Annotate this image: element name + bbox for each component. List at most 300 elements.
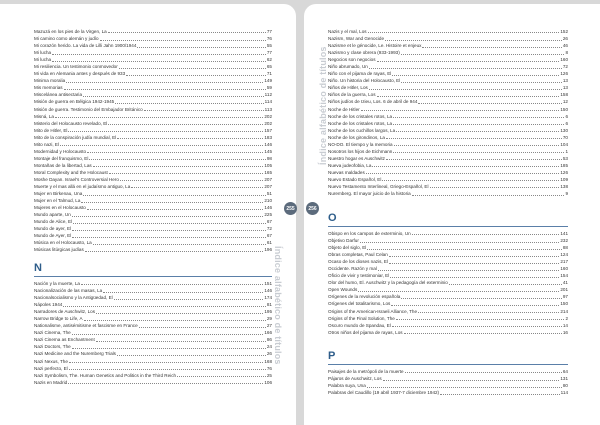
index-entry	[34, 155, 272, 162]
entry-title: Mundo aparte, Un	[34, 212, 71, 218]
index-entry	[34, 379, 272, 386]
dot-leader	[131, 187, 263, 188]
entry-title: Nápoles 1944	[34, 302, 63, 308]
dot-leader	[93, 166, 264, 167]
dot-leader	[369, 68, 562, 69]
entry-page: 41	[562, 280, 568, 286]
index-entry	[34, 218, 272, 225]
dot-leader	[404, 333, 562, 334]
index-entry	[34, 336, 272, 343]
entry-page: 150	[560, 106, 568, 112]
entry-title: Niños de Hitler, Los	[328, 85, 368, 91]
index-entry	[328, 230, 568, 237]
index-entry	[328, 279, 568, 286]
dot-leader	[73, 223, 266, 224]
entry-title: Narradores de Auschwitz, Los	[34, 309, 96, 315]
entry-title: Nazi Doctors, The	[34, 344, 71, 350]
index-entry	[328, 134, 568, 141]
dot-leader	[66, 82, 263, 83]
index-entry	[328, 141, 568, 148]
dot-leader	[449, 284, 562, 285]
entry-page: 141	[560, 231, 568, 236]
running-title-left: Índice alfabético de títulos	[273, 246, 283, 365]
index-entry	[328, 56, 568, 63]
entry-title: Open Wounds	[328, 287, 358, 293]
dot-leader	[401, 82, 562, 83]
section-letter-n: N	[34, 262, 42, 274]
page-number-right: 256	[306, 202, 319, 215]
entry-page: 232	[560, 238, 568, 244]
entry-title: Palabra suya, Una	[328, 383, 366, 389]
entry-title: Nazismo y clase obrera (933-1993)	[328, 50, 400, 56]
index-entry	[328, 300, 568, 307]
entry-title: Música en el Holocausto, La	[34, 240, 92, 246]
entry-page: 51	[266, 191, 272, 197]
right-page	[304, 4, 600, 425]
entry-title: Otros niños del pijama de rayas, Los	[328, 329, 403, 335]
dot-leader	[81, 202, 263, 203]
dot-leader	[85, 251, 264, 252]
dot-leader	[368, 32, 560, 33]
entry-page: 81	[266, 302, 272, 308]
index-entry	[328, 315, 568, 322]
index-entry	[34, 84, 272, 91]
entry-title: Obras completas, Paul Celan	[328, 252, 388, 258]
entry-page: 88	[562, 245, 568, 251]
entry-page: 2	[565, 315, 568, 321]
entry-title: Mundo de ayer, El	[34, 226, 72, 232]
entry-page: 157	[264, 127, 272, 133]
index-entry	[328, 308, 568, 315]
dot-leader	[386, 138, 562, 139]
running-title-right: Índice alfabético de títulos	[318, 46, 328, 165]
entry-page: 207	[264, 176, 272, 182]
entry-title: Nuestro hogar es Auschwitz	[328, 155, 385, 161]
dot-leader	[83, 96, 264, 97]
dot-leader	[393, 117, 564, 118]
index-entry	[328, 98, 568, 105]
dot-leader	[393, 152, 564, 153]
entry-page: 8	[565, 50, 568, 56]
entry-page: 151	[264, 281, 272, 286]
index-entry	[328, 286, 568, 293]
index-entry	[34, 329, 272, 336]
entry-title: Mi vida en Alemania antes y después de 933	[34, 71, 126, 77]
dot-leader	[405, 372, 562, 373]
entry-page: 26	[562, 36, 568, 42]
index-entry	[34, 322, 272, 329]
index-entry	[328, 329, 568, 336]
index-entry	[34, 190, 272, 197]
entry-page: 27	[266, 323, 272, 329]
entry-page: 77	[266, 29, 272, 34]
index-entry	[328, 127, 568, 134]
index-entry	[328, 148, 568, 155]
entry-page: 29	[266, 316, 272, 322]
entry-title: Noche de los girondinos, La	[328, 134, 385, 140]
entry-title: Mito nazi, El	[34, 141, 60, 147]
dot-leader	[360, 242, 559, 243]
dot-leader	[87, 152, 263, 153]
dot-leader	[87, 209, 263, 210]
entry-title: Narrow Bridge to Life, A	[34, 316, 83, 322]
index-entry	[328, 176, 568, 183]
entry-page: 214	[560, 308, 568, 314]
entry-title: Nationalisme, antisémitisme et fascisme en France	[34, 323, 138, 329]
entry-title: Niños de la guerra, Los	[328, 92, 376, 98]
dot-leader	[72, 334, 264, 335]
dot-leader	[377, 96, 560, 97]
entry-page: 113	[264, 106, 272, 112]
dot-leader	[83, 195, 266, 196]
dot-leader	[52, 54, 266, 55]
entry-page: 67	[266, 219, 272, 225]
entry-title: Montaje del franquismo, El	[34, 155, 89, 161]
entry-page: 183	[264, 134, 272, 140]
entry-title: Noche de los cristales rotos, La	[328, 113, 393, 119]
entry-title: Nazism, War and Genocide	[328, 36, 384, 42]
index-entry	[328, 42, 568, 49]
index-entry	[34, 148, 272, 155]
entry-page: 72	[266, 226, 272, 232]
entry-title: Montañas de la libertad, Las	[34, 162, 92, 168]
entry-title: Niño abrumado, Un	[328, 64, 368, 70]
dot-leader	[418, 103, 561, 104]
index-entry	[328, 169, 568, 176]
entry-title: Paisajes de la metrópoli de la muerte	[328, 369, 404, 374]
dot-leader	[367, 249, 562, 250]
dot-leader	[412, 195, 565, 196]
index-entry	[34, 35, 272, 42]
index-entry	[34, 162, 272, 169]
entry-page: 207	[264, 184, 272, 190]
index-entry	[34, 134, 272, 141]
entry-title: NO-DO. El tiempo y la memoria	[328, 141, 393, 147]
dot-leader	[117, 138, 263, 139]
index-entry	[34, 246, 272, 253]
entry-page: 106	[264, 379, 272, 385]
entry-title: Niño con el pijama de rayas, El	[328, 71, 392, 77]
entry-title: Oscuro mundo de Spandau, El	[328, 322, 391, 328]
dot-leader	[396, 131, 559, 132]
entry-title: Nuremberg. El mayor juicio de la historia	[328, 191, 411, 197]
entry-title: Olor del humo, El. Auschwitz y la pedagogía del exterminio	[328, 280, 448, 286]
entry-page: 72	[562, 64, 568, 70]
entry-page: 152	[560, 29, 568, 34]
entry-title: Muerte y el mas allá en el judaísmo antiguo, La	[34, 184, 131, 190]
index-entry	[34, 49, 272, 56]
entry-title: Mi corazón herido. La vida de Lilli Jahn 1900/1944	[34, 43, 137, 49]
index-entry	[34, 70, 272, 77]
entry-title: Moral Complexity and the Holocaust	[34, 169, 108, 175]
entry-title: Mi camino como alemán y judío	[34, 36, 99, 42]
entry-title: Moshe Dayan. Israel's Controversial Hero	[34, 176, 119, 182]
entry-page: 131	[560, 376, 568, 382]
index-entry	[34, 204, 272, 211]
entry-title: Orígenes del totalitarismo, Los	[328, 301, 391, 307]
index-entry	[328, 375, 568, 382]
index-entry	[328, 190, 568, 197]
entry-page: 67	[266, 233, 272, 239]
index-entry	[328, 272, 568, 279]
dot-leader	[440, 394, 560, 395]
entry-title: Mi lucha	[34, 57, 52, 63]
entry-title: Noche de los cuchillos largos, La	[328, 127, 396, 133]
entry-title: Nueva judeofobia, La	[328, 162, 372, 168]
entry-page: 160	[560, 266, 568, 272]
dot-leader	[358, 291, 559, 292]
dot-leader	[72, 230, 266, 231]
dot-leader	[389, 263, 559, 264]
dot-leader	[394, 145, 560, 146]
entry-title: Modernidad y Holocausto	[34, 148, 87, 154]
entry-title: Misterio del Holocausto revelado, El	[34, 120, 108, 126]
entry-page: 98	[266, 155, 272, 161]
entry-page: 130	[560, 127, 568, 133]
entry-page: 65	[266, 64, 272, 70]
dot-leader	[361, 110, 560, 111]
dot-leader	[396, 319, 565, 320]
entry-title: Negocios son negocios	[328, 57, 376, 63]
index-entry	[328, 368, 568, 375]
entry-page: 217	[560, 259, 568, 265]
dot-leader	[139, 327, 266, 328]
dot-leader	[89, 159, 265, 160]
entry-page: 97	[562, 294, 568, 300]
entry-page: 158	[560, 92, 568, 98]
dot-leader	[393, 124, 564, 125]
index-entry	[34, 315, 272, 322]
entry-title: Mundo de Ayer, El	[34, 233, 72, 239]
entry-title: Orígenes de la revolución española	[328, 294, 401, 300]
entry-title: Misná, La	[34, 113, 54, 119]
dot-leader	[144, 110, 264, 111]
entry-title: Origins of the Final Solution, The	[328, 315, 395, 321]
entry-title: Misión de guerra en Bélgica 1942-1945	[34, 99, 115, 105]
entry-page: 26	[266, 351, 272, 357]
dot-leader	[96, 313, 263, 314]
dot-leader	[64, 89, 266, 90]
dot-leader	[385, 40, 562, 41]
entry-page: 146	[264, 205, 272, 211]
index-entry	[328, 91, 568, 98]
entry-title: Pájaros de Auschwitz, Los	[328, 376, 382, 382]
entry-title: Origins of the American-Israeli Alliance, The	[328, 308, 418, 314]
index-list-m	[34, 28, 272, 254]
entry-page: 126	[560, 169, 568, 175]
entry-title: Nazi perfecto, El	[34, 365, 68, 371]
index-entry	[34, 365, 272, 372]
dot-leader	[72, 348, 266, 349]
entry-title: Palabras del Caudillo (19 abril 1937-7 diciembre 1942)	[328, 390, 440, 396]
entry-page: 62	[266, 57, 272, 63]
entry-page: 185	[560, 162, 568, 168]
entry-page: 76	[266, 365, 272, 371]
index-entry	[34, 169, 272, 176]
entry-title: Oficio de vivir y testimoniar, El	[328, 273, 390, 279]
page-number-left: 255	[284, 202, 297, 215]
dot-leader	[401, 298, 562, 299]
entry-page: 105	[264, 162, 272, 168]
entry-page: 109	[560, 176, 568, 182]
index-entry	[328, 293, 568, 300]
entry-title: Ocaso de los dioses nazis, El	[328, 259, 389, 265]
index-entry	[34, 308, 272, 315]
dot-leader	[68, 383, 263, 384]
index-list-p	[328, 368, 568, 396]
index-entry	[328, 49, 568, 56]
dot-leader	[418, 312, 559, 313]
dot-leader	[108, 32, 266, 33]
entry-title: Noche de los cristales rotos, La	[328, 120, 393, 126]
entry-title: Mito de la conspiración judía mundial, El	[34, 134, 117, 140]
entry-page: 12	[562, 99, 568, 105]
index-entry	[34, 42, 272, 49]
index-entry	[328, 155, 568, 162]
index-list-n	[34, 280, 272, 386]
index-entry	[34, 350, 272, 357]
dot-leader	[372, 166, 559, 167]
dot-leader	[137, 47, 265, 48]
index-entry	[34, 91, 272, 98]
dot-leader	[72, 237, 266, 238]
entry-page: 201	[560, 287, 568, 293]
dot-leader	[177, 376, 266, 377]
entry-page: 86	[266, 337, 272, 343]
index-entry	[34, 225, 272, 232]
entry-page: 16	[562, 329, 568, 335]
index-entry	[34, 28, 272, 35]
index-entry	[328, 28, 568, 35]
entry-title: Mis memorias	[34, 85, 63, 91]
entry-title: Mujer en el Talmud, La	[34, 198, 81, 204]
entry-page: 70	[562, 134, 568, 140]
entry-title: Niño. Un historia del Holocausto, El	[328, 78, 401, 84]
entry-page: 46	[562, 43, 568, 49]
entry-page: 77	[266, 50, 272, 56]
index-entry	[328, 382, 568, 389]
entry-page: 210	[264, 198, 272, 204]
index-entry	[328, 77, 568, 84]
index-entry	[34, 56, 272, 63]
dot-leader	[401, 54, 565, 55]
entry-title: Niños judíos de Izieu, Los. 6 de abril de 944	[328, 99, 418, 105]
index-entry	[328, 106, 568, 113]
index-list-o	[328, 230, 568, 336]
entry-title: Nuevo Testamento Interlineal, Griego-Español, El	[328, 184, 429, 190]
dot-leader	[369, 89, 562, 90]
entry-page: 202	[264, 113, 272, 119]
dot-leader	[69, 362, 263, 363]
entry-title: Nazis y el mal, Los	[328, 29, 367, 34]
entry-page: 196	[264, 247, 272, 253]
section-rule-p	[328, 364, 568, 365]
entry-page: 71	[266, 71, 272, 77]
section-rule-n	[34, 276, 272, 277]
entry-page: 104	[560, 141, 568, 147]
index-entry	[34, 63, 272, 70]
entry-page: 6	[565, 113, 568, 119]
entry-page: 64	[562, 369, 568, 374]
entry-page: 154	[560, 273, 568, 279]
index-entry	[328, 389, 568, 396]
index-entry	[34, 77, 272, 84]
dot-leader	[378, 270, 560, 271]
entry-title: Nazi Cinema as Enchantment	[34, 337, 95, 343]
entry-page: 138	[560, 184, 568, 190]
left-page	[0, 4, 296, 425]
index-entry	[34, 183, 272, 190]
dot-leader	[114, 299, 264, 300]
entry-title: Noche de Hitler	[328, 106, 360, 112]
dot-leader	[63, 306, 266, 307]
entry-page: 25	[266, 372, 272, 378]
entry-page: 114	[560, 390, 568, 396]
entry-page: 13	[562, 78, 568, 84]
entry-page: 124	[560, 252, 568, 258]
entry-title: Nazi Medicine and the Nuremberg Trials	[34, 351, 116, 357]
dot-leader	[96, 341, 266, 342]
dot-leader	[52, 61, 266, 62]
entry-title: Nazis en Madrid	[34, 379, 68, 385]
entry-page: 13	[562, 85, 568, 91]
dot-leader	[412, 234, 560, 235]
dot-leader	[108, 124, 263, 125]
index-entry	[328, 244, 568, 251]
index-entry	[34, 372, 272, 379]
dot-leader	[115, 103, 263, 104]
entry-page: 145	[264, 148, 272, 154]
dot-leader	[109, 173, 264, 174]
index-entry	[34, 232, 272, 239]
index-entry	[328, 322, 568, 329]
index-entry	[328, 162, 568, 169]
entry-title: Miscelánea antisectaria	[34, 92, 83, 98]
entry-page: 114	[264, 99, 272, 105]
index-list-n-continued	[328, 28, 568, 197]
dot-leader	[103, 292, 263, 293]
entry-title: Objetivo Darfur	[328, 238, 359, 244]
index-entry	[328, 113, 568, 120]
entry-page: 1	[565, 148, 568, 154]
entry-title: Nuevo Estado Español, El	[328, 176, 382, 182]
dot-leader	[84, 320, 266, 321]
entry-title: Mito de Hitler, El	[34, 127, 68, 133]
dot-leader	[392, 326, 562, 327]
index-entry	[328, 35, 568, 42]
dot-leader	[367, 387, 562, 388]
entry-title: Mundo de Alice, El	[34, 219, 73, 225]
index-entry	[34, 294, 272, 301]
entry-page: 24	[266, 344, 272, 350]
index-entry	[328, 84, 568, 91]
index-entry	[34, 239, 272, 246]
entry-page: 150	[560, 301, 568, 307]
index-entry	[34, 197, 272, 204]
entry-page: 55	[266, 43, 272, 49]
dot-leader	[389, 256, 560, 257]
index-entry	[328, 70, 568, 77]
section-letter-p: P	[328, 350, 336, 362]
entry-title: Nacionalización de las masas, La	[34, 288, 103, 294]
entry-title: Mujer en Birkenau, Una	[34, 191, 83, 197]
dot-leader	[69, 369, 266, 370]
index-entry	[34, 106, 272, 113]
entry-title: Misión de guerra. Testimonio del Embajador Británico	[34, 106, 143, 112]
entry-page: 225	[264, 212, 272, 218]
entry-title: Mi lucha	[34, 50, 52, 56]
entry-page: 166	[264, 330, 272, 336]
